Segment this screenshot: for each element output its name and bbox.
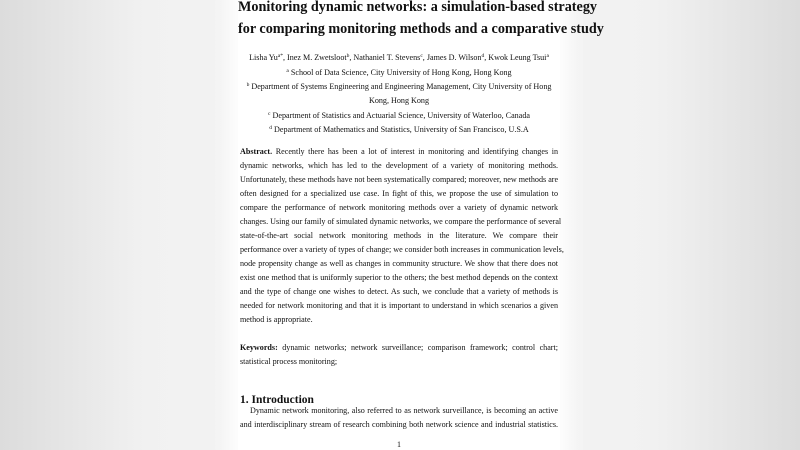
keywords-text: dynamic networks; network surveillance; comparison framework; control chart; — [282, 343, 558, 352]
paper-title-line-1: Monitoring dynamic networks: a simulation-based strategy — [238, 0, 598, 15]
section-heading-introduction: 1. Introduction — [240, 394, 314, 406]
abstract-line: method is appropriate. — [240, 315, 313, 324]
author-separator: , — [422, 53, 427, 62]
abstract-line: changes. Using our family of simulated dynamic networks, we compare the performance of several — [240, 217, 562, 226]
author-affiliation-mark: a* — [277, 53, 283, 59]
paper-title-line-2: for comparing monitoring methods and a comparative study — [238, 21, 604, 37]
affiliation-mark: d — [269, 125, 273, 131]
affiliation-c — [238, 110, 560, 122]
abstract-line: exist one method that is uniformly superior to the others; the best method depends on the context — [240, 273, 558, 282]
author-name: Nathaniel T. Stevens — [353, 53, 421, 62]
page-number: 1 — [397, 440, 401, 449]
abstract-line: often designed for a specialized use case. In fight of this, we propose the use of simulation to — [240, 189, 558, 198]
abstract-line — [240, 146, 558, 158]
author-name: Kwok Leung Tsui — [488, 53, 547, 62]
affiliation-b — [238, 81, 560, 93]
abstract-line: dynamic networks, which has led to the development of a variety of monitoring methods. — [240, 161, 558, 170]
author-affiliation-mark: a — [546, 53, 549, 59]
keywords-line: statistical process monitoring; — [240, 357, 338, 366]
keywords-label: Keywords: — [240, 343, 278, 352]
affiliation-d — [238, 124, 560, 136]
keywords-line — [240, 342, 558, 354]
affiliation-a — [238, 67, 560, 79]
affiliation-text: Department of Statistics and Actuarial Science, University of Waterloo, Canada — [272, 111, 530, 120]
abstract-text: Recently there has been a lot of interest in monitoring and identifying changes in — [275, 147, 558, 156]
affiliation-text: Department of Mathematics and Statistics, University of San Francisco, U.S.A — [274, 125, 529, 134]
introduction-line: and interdisciplinary stream of research combining both network science and industrial statistics. — [240, 420, 558, 429]
affiliation-mark: a — [286, 68, 289, 74]
abstract-line: compare the performance of network monitoring methods over a variety of dynamic network — [240, 203, 558, 212]
author-name: James D. Wilson — [426, 53, 482, 62]
author-affiliation-mark: b — [346, 53, 350, 59]
affiliation-text: School of Data Science, City University of Hong Kong, Hong Kong — [290, 68, 512, 77]
affiliation-b-continued: Kong, Hong Kong — [368, 96, 430, 105]
author-affiliation-mark: c — [420, 53, 423, 59]
author-name: Inez M. Zwetsloot — [287, 53, 347, 62]
affiliation-mark: b — [246, 82, 250, 88]
abstract-label: Abstract. — [240, 147, 273, 156]
abstract-line: Unfortunately, these methods have not been systematically compared; moreover, new methods are — [240, 175, 559, 184]
abstract-line: needed for network monitoring and that it is important to understand in which scenarios a given — [240, 301, 558, 310]
abstract-line: node propensity change as well as changes in community structure. We show that there does not — [240, 259, 558, 268]
affiliation-mark: c — [268, 111, 271, 117]
abstract-line: state-of-the-art social network monitoring methods in the literature. We compare their — [240, 231, 558, 240]
author-separator: , — [484, 53, 489, 62]
affiliation-text: Department of Systems Engineering and Engineering Management, City University of Hong — [251, 82, 552, 91]
abstract-line: performance over a variety of types of change; we consider both increases in communication levels, — [240, 245, 564, 254]
author-affiliation-mark: d — [481, 53, 485, 59]
abstract-line: and the type of change one wishes to detect. As such, we conclude that a variety of methods is — [240, 287, 558, 296]
introduction-line: Dynamic network monitoring, also referred to as network surveillance, is becoming an active — [250, 406, 558, 415]
paper-page — [238, 0, 604, 450]
author-name: Lisha Yu — [249, 53, 278, 62]
author-separator: , — [283, 53, 288, 62]
author-list — [238, 52, 560, 64]
author-separator: , — [349, 53, 354, 62]
